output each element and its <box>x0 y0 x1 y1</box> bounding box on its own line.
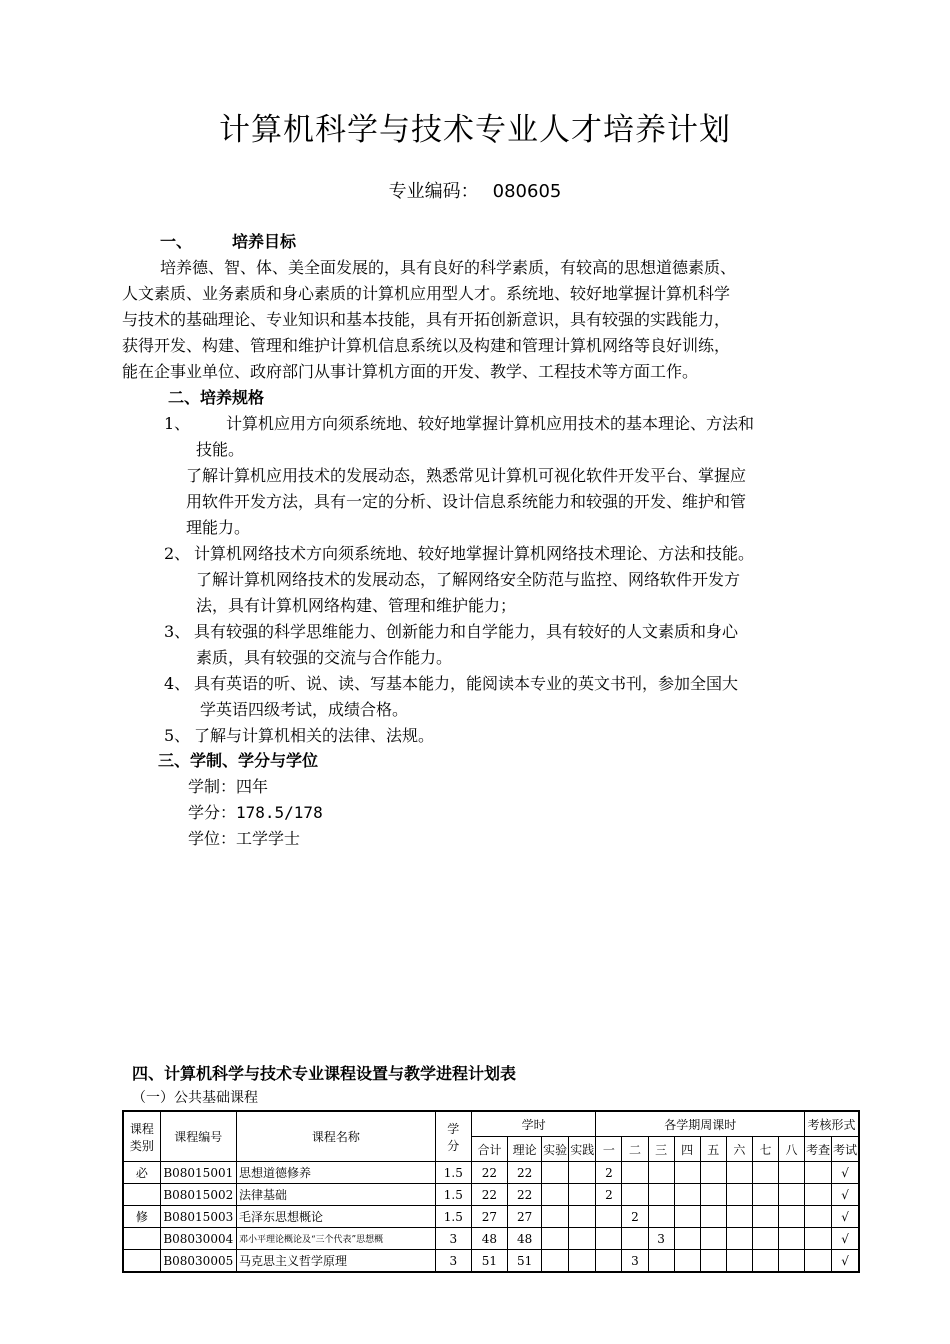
hours-practice <box>569 1250 596 1273</box>
header-weekly: 各学期周课时 <box>596 1111 805 1137</box>
section1-heading-text: 培养目标 <box>232 232 297 251</box>
header-assessment: 考核形式 <box>805 1111 859 1137</box>
semester-hours <box>596 1228 622 1250</box>
semester-hours <box>779 1206 805 1228</box>
item-line: 具有较强的科学思维能力、创新能力和自学能力，具有较好的人文素质和身心 <box>194 622 739 641</box>
hours-total: 27 <box>471 1206 507 1228</box>
header-semester: 一 <box>596 1137 622 1162</box>
header-exam: 考试 <box>832 1137 859 1162</box>
course-credit: 3 <box>435 1250 471 1273</box>
major-code-value: 080605 <box>492 181 562 202</box>
header-semester: 八 <box>779 1137 805 1162</box>
header-category-line: 类别 <box>129 1138 154 1153</box>
section1-heading-num: 一、 <box>160 232 193 251</box>
course-name: 法律基础 <box>236 1184 435 1206</box>
course-name: 邓小平理论概论及“三个代表”思想概 <box>236 1228 435 1250</box>
category-cell <box>123 1228 160 1250</box>
semester-hours <box>622 1184 648 1206</box>
header-semester: 四 <box>674 1137 700 1162</box>
semester-hours <box>752 1162 778 1184</box>
assessment-exam: √ <box>832 1250 859 1273</box>
item-line: 理能力。 <box>186 518 251 537</box>
semester-hours: 2 <box>596 1184 622 1206</box>
semester-hours <box>726 1228 752 1250</box>
header-practice: 实践 <box>569 1137 596 1162</box>
hours-lab <box>542 1228 569 1250</box>
header-credit <box>435 1111 471 1162</box>
course-name: 思想道德修养 <box>236 1162 435 1184</box>
item-number: 3、 <box>164 622 191 641</box>
hours-total: 48 <box>471 1228 507 1250</box>
semester-hours <box>752 1206 778 1228</box>
semester-hours <box>674 1162 700 1184</box>
item-line: 学英语四级考试，成绩合格。 <box>200 700 409 719</box>
degree: 学位：工学学士 <box>188 829 301 848</box>
semester-hours <box>674 1250 700 1273</box>
hours-practice <box>569 1228 596 1250</box>
semester-hours <box>700 1184 726 1206</box>
hours-lab <box>542 1162 569 1184</box>
hours-practice <box>569 1184 596 1206</box>
hours-theory: 48 <box>508 1228 542 1250</box>
item-line: 计算机应用方向须系统地、较好地掌握计算机应用技术的基本理论、方法和 <box>226 414 755 433</box>
semester-hours <box>648 1206 674 1228</box>
semester-hours <box>779 1228 805 1250</box>
semester-hours <box>674 1228 700 1250</box>
assessment-check <box>805 1250 832 1273</box>
header-code: 课程编号 <box>160 1111 236 1162</box>
semester-hours <box>700 1206 726 1228</box>
semester-hours <box>700 1162 726 1184</box>
course-name: 马克思主义哲学原理 <box>236 1250 435 1273</box>
assessment-check <box>805 1228 832 1250</box>
total-credits: 学分：178.5/178 <box>188 803 323 822</box>
section2-heading: 二、培养规格 <box>168 388 265 407</box>
semester-hours <box>779 1250 805 1273</box>
item-line: 计算机网络技术方向须系统地、较好地掌握计算机网络技术理论、方法和技能。 <box>194 544 755 563</box>
semester-hours <box>700 1250 726 1273</box>
category-cell <box>123 1184 160 1206</box>
course-table <box>122 1110 860 1273</box>
header-lab: 实验 <box>542 1137 569 1162</box>
semester-hours: 2 <box>596 1162 622 1184</box>
course-code: B08015002 <box>160 1184 236 1206</box>
item-line: 具有英语的听、说、读、写基本能力，能阅读本专业的英文书刊，参加全国大 <box>194 674 739 693</box>
header-semester: 五 <box>700 1137 726 1162</box>
section3-heading: 三、学制、学分与学位 <box>158 751 319 770</box>
category-cell: 必 <box>123 1162 160 1184</box>
section1-line: 与技术的基础理论、专业知识和基本技能，具有开拓创新意识，具有较强的实践能力， <box>122 310 731 329</box>
header-theory: 理论 <box>508 1137 542 1162</box>
header-semester: 七 <box>752 1137 778 1162</box>
semester-hours <box>596 1206 622 1228</box>
course-credit: 1.5 <box>435 1184 471 1206</box>
header-total: 合计 <box>471 1137 507 1162</box>
header-category-line: 课程 <box>129 1121 154 1136</box>
semester-hours <box>726 1250 752 1273</box>
page-title: 计算机科学与技术专业人才培养计划 <box>219 112 731 148</box>
semester-hours: 2 <box>622 1206 648 1228</box>
course-code: B08030004 <box>160 1228 236 1250</box>
item-line: 素质，具有较强的交流与合作能力。 <box>196 648 453 667</box>
semester-hours <box>752 1184 778 1206</box>
hours-practice <box>569 1162 596 1184</box>
hours-total: 51 <box>471 1250 507 1273</box>
course-name: 毛泽东思想概论 <box>236 1206 435 1228</box>
course-code: B08015003 <box>160 1206 236 1228</box>
semester-hours <box>648 1250 674 1273</box>
header-semester: 三 <box>648 1137 674 1162</box>
section1-line: 人文素质、业务素质和身心素质的计算机应用型人才。系统地、较好地掌握计算机科学 <box>122 284 731 303</box>
hours-total: 22 <box>471 1162 507 1184</box>
semester-hours <box>674 1206 700 1228</box>
semester-hours <box>700 1228 726 1250</box>
item-number: 1、 <box>164 414 191 433</box>
section1-line: 培养德、智、体、美全面发展的，具有良好的科学素质，有较高的思想道德素质、 <box>160 258 737 277</box>
section4-subheading: （一）公共基础课程 <box>132 1090 258 1106</box>
item-number: 2、 <box>164 544 191 563</box>
header-check: 考查 <box>805 1137 832 1162</box>
assessment-exam: √ <box>832 1228 859 1250</box>
header-hours: 学时 <box>471 1111 595 1137</box>
hours-theory: 27 <box>508 1206 542 1228</box>
header-category <box>123 1111 160 1162</box>
semester-hours: 3 <box>622 1250 648 1273</box>
section1-heading <box>160 230 296 254</box>
item-line: 了解与计算机相关的法律、法规。 <box>194 726 435 745</box>
semester-hours <box>752 1228 778 1250</box>
semester-hours <box>648 1162 674 1184</box>
hours-total: 22 <box>471 1184 507 1206</box>
category-cell <box>123 1250 160 1273</box>
semester-hours <box>779 1162 805 1184</box>
section1-line: 获得开发、构建、管理和维护计算机信息系统以及构建和管理计算机网络等良好训练， <box>122 336 731 355</box>
section1-line: 能在企事业单位、政府部门从事计算机方面的开发、教学、工程技术等方面工作。 <box>122 362 699 381</box>
table-row <box>123 1228 859 1250</box>
item-line: 用软件开发方法，具有一定的分析、设计信息系统能力和较强的开发、维护和管 <box>186 492 747 511</box>
table-row <box>123 1206 859 1228</box>
table-row <box>123 1184 859 1206</box>
semester-hours <box>726 1162 752 1184</box>
header-credit-line: 分 <box>447 1138 460 1153</box>
semester-hours <box>779 1184 805 1206</box>
header-credit-line: 学 <box>447 1121 460 1136</box>
assessment-exam: √ <box>832 1206 859 1228</box>
hours-theory: 22 <box>508 1162 542 1184</box>
table-header-row <box>123 1111 859 1137</box>
major-code-label: 专业编码： <box>388 181 479 202</box>
semester-hours <box>622 1162 648 1184</box>
hours-practice <box>569 1206 596 1228</box>
semester-hours <box>726 1206 752 1228</box>
program-length: 学制：四年 <box>188 777 269 796</box>
section4-heading: 四、计算机科学与技术专业课程设置与教学进程计划表 <box>132 1064 517 1083</box>
semester-hours <box>674 1184 700 1206</box>
item-line: 了解计算机应用技术的发展动态，熟悉常见计算机可视化软件开发平台、掌握应 <box>186 466 747 485</box>
course-credit: 1.5 <box>435 1162 471 1184</box>
table-row <box>123 1162 859 1184</box>
item-line: 了解计算机网络技术的发展动态，了解网络安全防范与监控、网络软件开发方 <box>196 570 741 589</box>
course-credit: 3 <box>435 1228 471 1250</box>
hours-lab <box>542 1206 569 1228</box>
course-code: B08030005 <box>160 1250 236 1273</box>
hours-theory: 22 <box>508 1184 542 1206</box>
assessment-exam: √ <box>832 1184 859 1206</box>
semester-hours: 3 <box>648 1228 674 1250</box>
assessment-check <box>805 1184 832 1206</box>
item-line: 技能。 <box>196 440 245 459</box>
course-credit: 1.5 <box>435 1206 471 1228</box>
assessment-check <box>805 1162 832 1184</box>
semester-hours <box>648 1184 674 1206</box>
major-code <box>0 177 950 203</box>
assessment-check <box>805 1206 832 1228</box>
semester-hours <box>596 1250 622 1273</box>
item-line: 法，具有计算机网络构建、管理和维护能力； <box>196 596 517 615</box>
hours-theory: 51 <box>508 1250 542 1273</box>
header-semester: 二 <box>622 1137 648 1162</box>
semester-hours <box>622 1228 648 1250</box>
category-cell: 修 <box>123 1206 160 1228</box>
semester-hours <box>726 1184 752 1206</box>
item-number: 4、 <box>164 674 191 693</box>
item-number: 5、 <box>164 726 191 745</box>
course-code: B08015001 <box>160 1162 236 1184</box>
assessment-exam: √ <box>832 1162 859 1184</box>
hours-lab <box>542 1184 569 1206</box>
table-row <box>123 1250 859 1273</box>
header-name: 课程名称 <box>236 1111 435 1162</box>
semester-hours <box>752 1250 778 1273</box>
hours-lab <box>542 1250 569 1273</box>
header-semester: 六 <box>726 1137 752 1162</box>
